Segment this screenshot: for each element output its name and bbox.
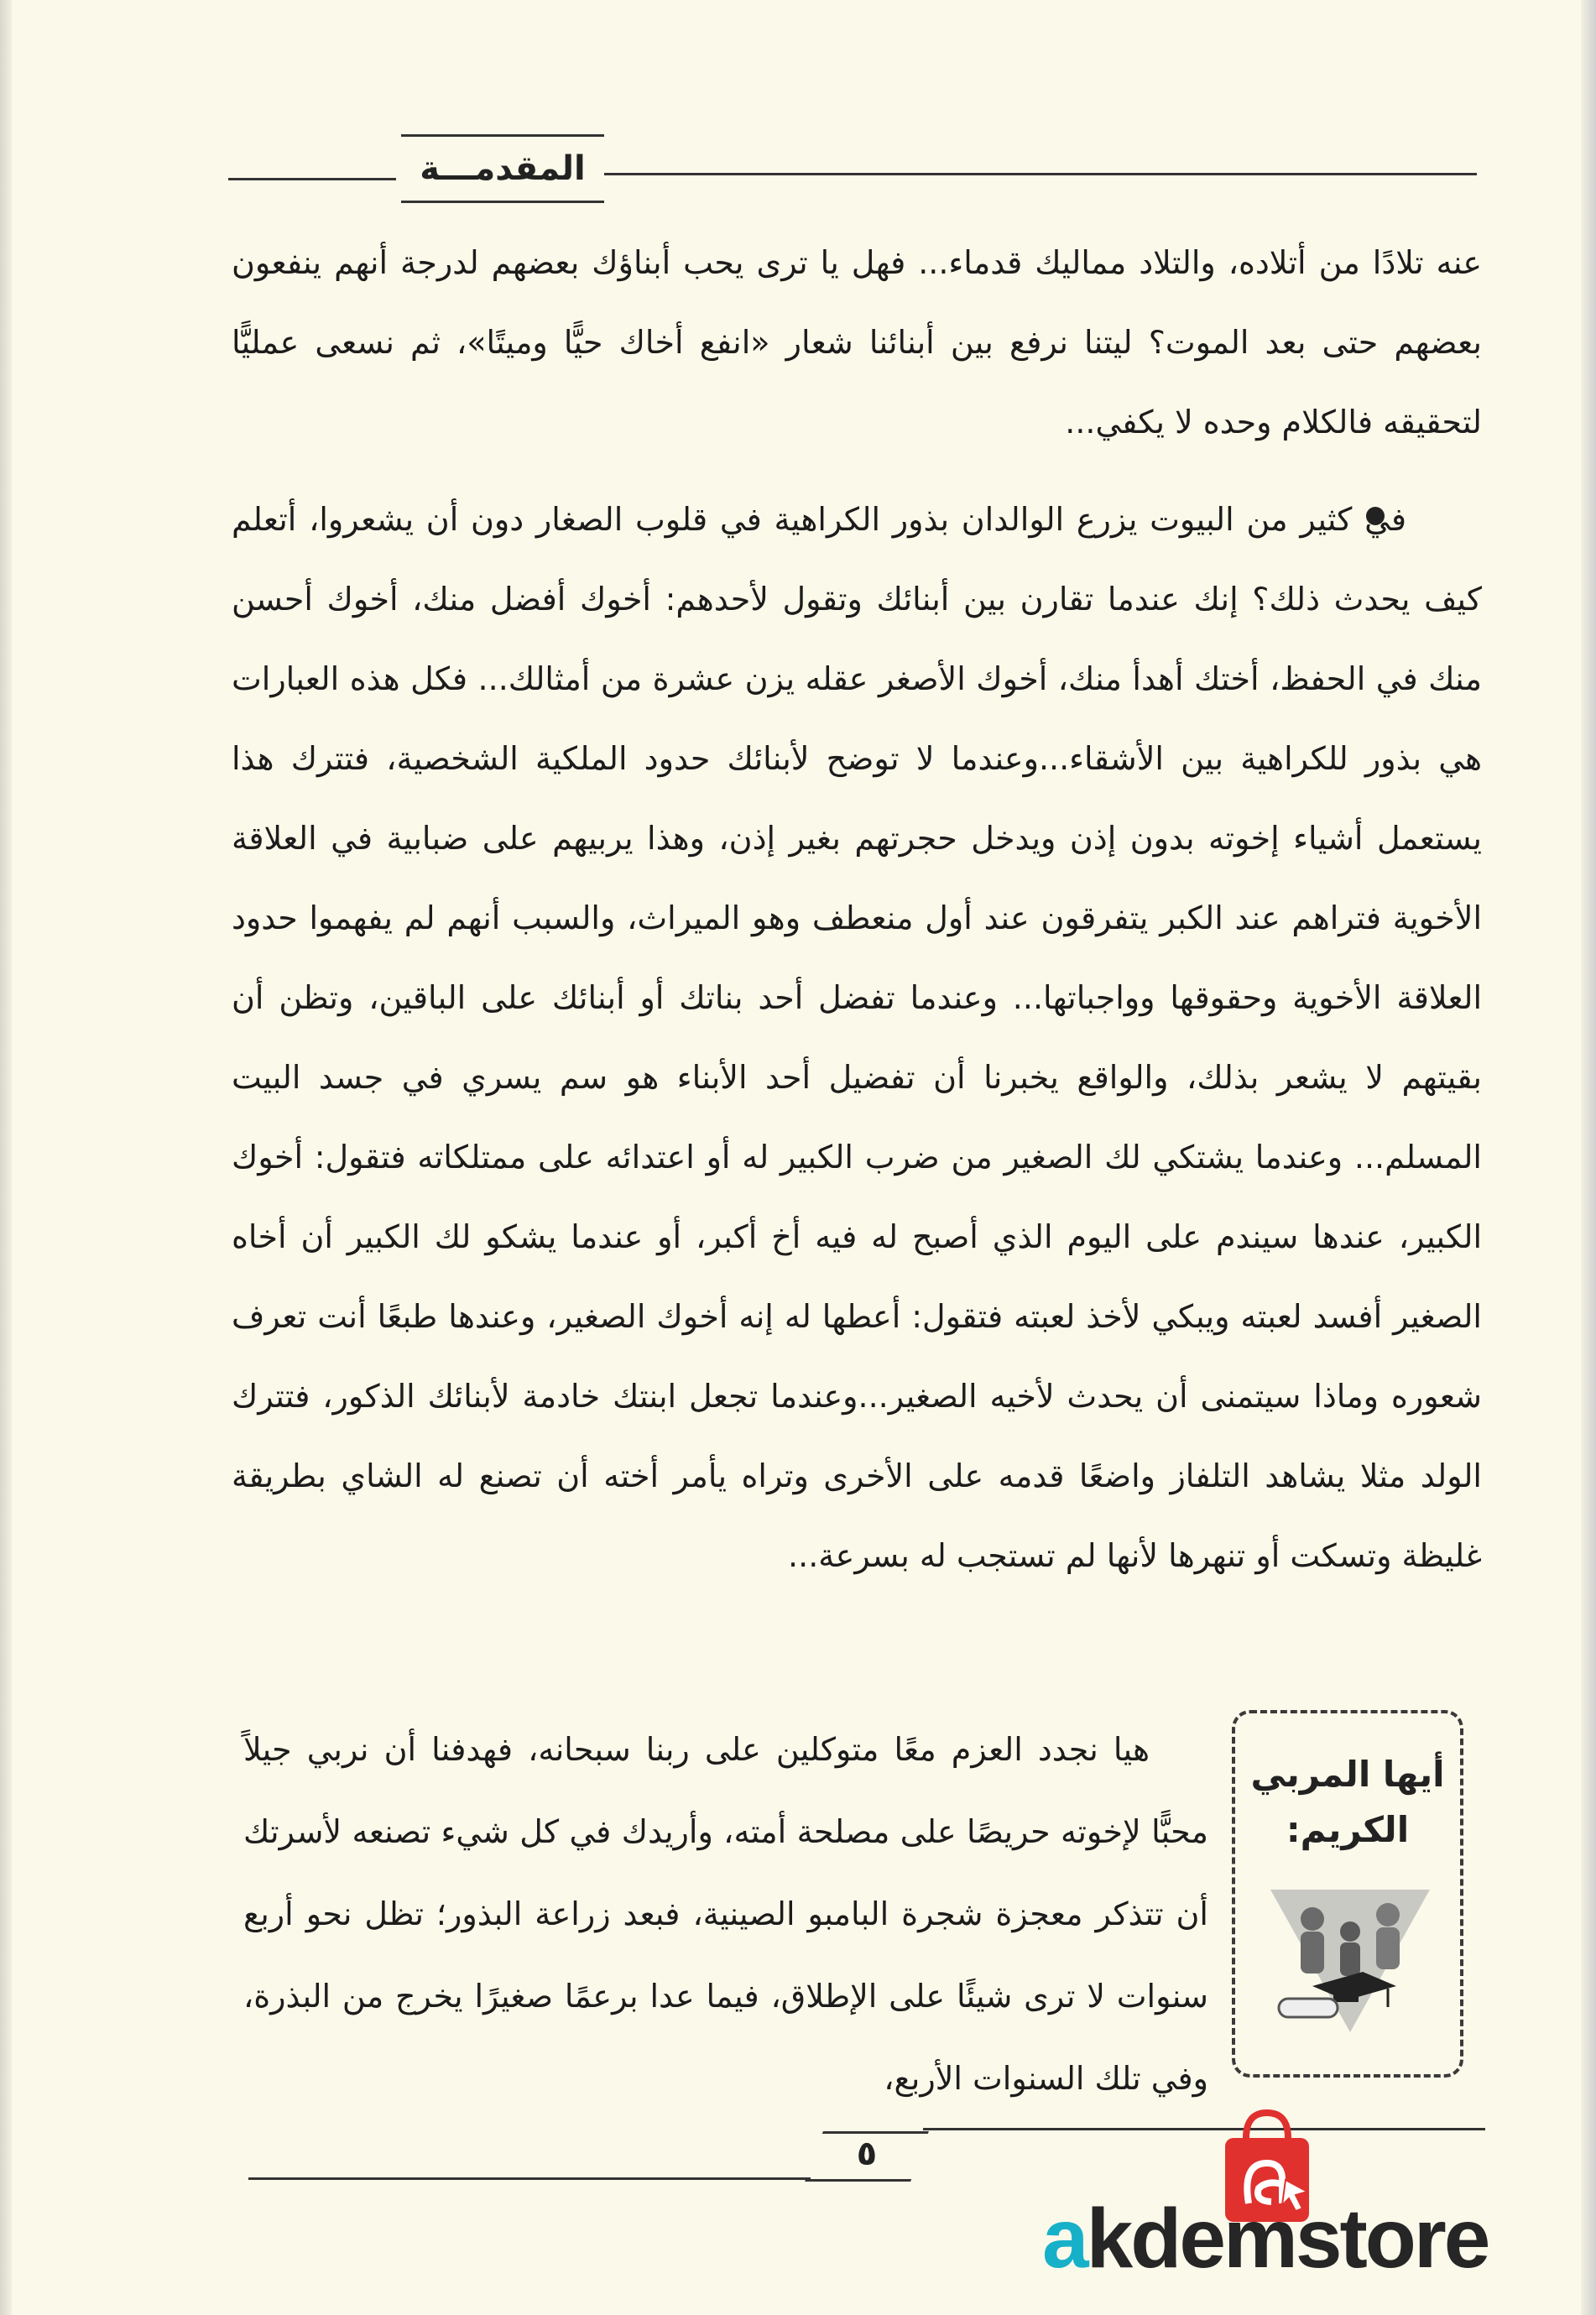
watermark-brand-rest: kdemstore <box>1086 2192 1489 2286</box>
body-paragraph-2: في كثير من البيوت يزرع الوالدان بذور الكراهية في قلوب الصغار دون أن يشعروا، أتعلم كيف يحدث ذلك؟ إنك عندما تقارن بين أبنائك وتقول لأحدهم: أخوك أفضل منك، أخوك أحسن منك في الحفظ، أختك أهدأ منك، أخوك الأصغر عقله يزن عشرة من أمثالك... فكل هذه العبارات هي بذور للكراهية بين الأشقاء...وعندما لا توضح لأبنائك حدود الملكية الشخصية، فتترك هذا يستعمل أشياء إخوته بدون إذن ويدخل حجرتهم بغير إذن، وهذا يربيهم على ضبابية في العلاقة الأخوية فتراهم عند الكبر يتفرقون عند أول منعطف وهو الميراث، والسبب أنهم لم يفهموا حدود العلاقة الأخوية وحقوقها وواجباتها... وعندما تفضل أحد بناتك أو أبنائك على الباقين، وتظن أن بقيتهم لا يشعر بذلك، والواقع يخبرنا أن تفضيل أحد الأبناء هو سم يسري في جسد البيت المسلم... وعندما يشتكي لك الصغير من ضرب الكبير له أو اعتدائه على ممتلكاته فتقول: أخوك الكبير، عندها سيندم على اليوم الذي أصبح له فيه أخ أكبر، أو عندما يشكو لك الكبير أن أخاه الصغير أفسد لعبته ويبكي لأخذ لعبته فتقول: أعطها له إنه أخوك الصغير، وعندها طبعًا أنت تعرف شعوره وماذا سيتمنى أن يحدث لأخيه الصغير...وعندما تجعل ابنتك خادمة لأبنائك الذكور، فتترك الولد مثلا يشاهد التلفاز واضعًا قدمه على الأخرى وتراه يأمر أخته أن تصنع له الشاي بطريقة غليظة وتسكت أو تنهرها لأنها لم تستجب له بسرعة... <box>232 501 1482 1574</box>
header-rule-right <box>604 173 1477 175</box>
watermark-brand <box>1042 2188 1488 2289</box>
page-edge-left <box>0 0 12 2315</box>
body-paragraph-1: عنه تلادًا من أتلاده، والتلاد مماليك قدماء... فهل يا ترى يحب أبناؤك بعضهم لدرجة أنهم ينفعون بعضهم حتى بعد الموت؟ ليتنا نرفع بين أبنائنا شعار «انفع أخاك حيًّا وميتًا»، ثم نسعى عمليًّا لتحقيقه فالكلام وحده لا يكفي... <box>232 244 1482 441</box>
header-rule-left <box>228 178 396 180</box>
educator-callout-text: هيا نجدد العزم معًا متوكلين على ربنا سبحانه، فهدفنا أن نربي جيلاً محبًّا لإخوته حريصًا على مصلحة أمته، وأريدك في كل شيء تصنعه لأسرتك أن تتذكر معجزة شجرة البامبو الصينية، فبعد زراعة البذور؛ تظل نحو أربع سنوات لا ترى شيئًا على الإطلاق، فيما عدا برعمًا صغيرًا يخرج من البذرة، وفي تلك السنوات الأربع، <box>243 1731 1208 2097</box>
footer-rule-left <box>248 2177 811 2180</box>
educator-callout-box <box>1232 1710 1463 2078</box>
chapter-header <box>401 134 604 203</box>
educator-callout-title: أيها المربي الكريم: <box>1250 1754 1445 1850</box>
chapter-title: المقدمـــة <box>420 149 586 188</box>
graduates-icon <box>1262 1881 1438 2041</box>
page-number: ٥ <box>856 2135 878 2173</box>
watermark-brand-accent: a <box>1042 2192 1087 2286</box>
footer-rule-right <box>923 2128 1485 2130</box>
page-edge-right <box>1581 0 1596 2315</box>
